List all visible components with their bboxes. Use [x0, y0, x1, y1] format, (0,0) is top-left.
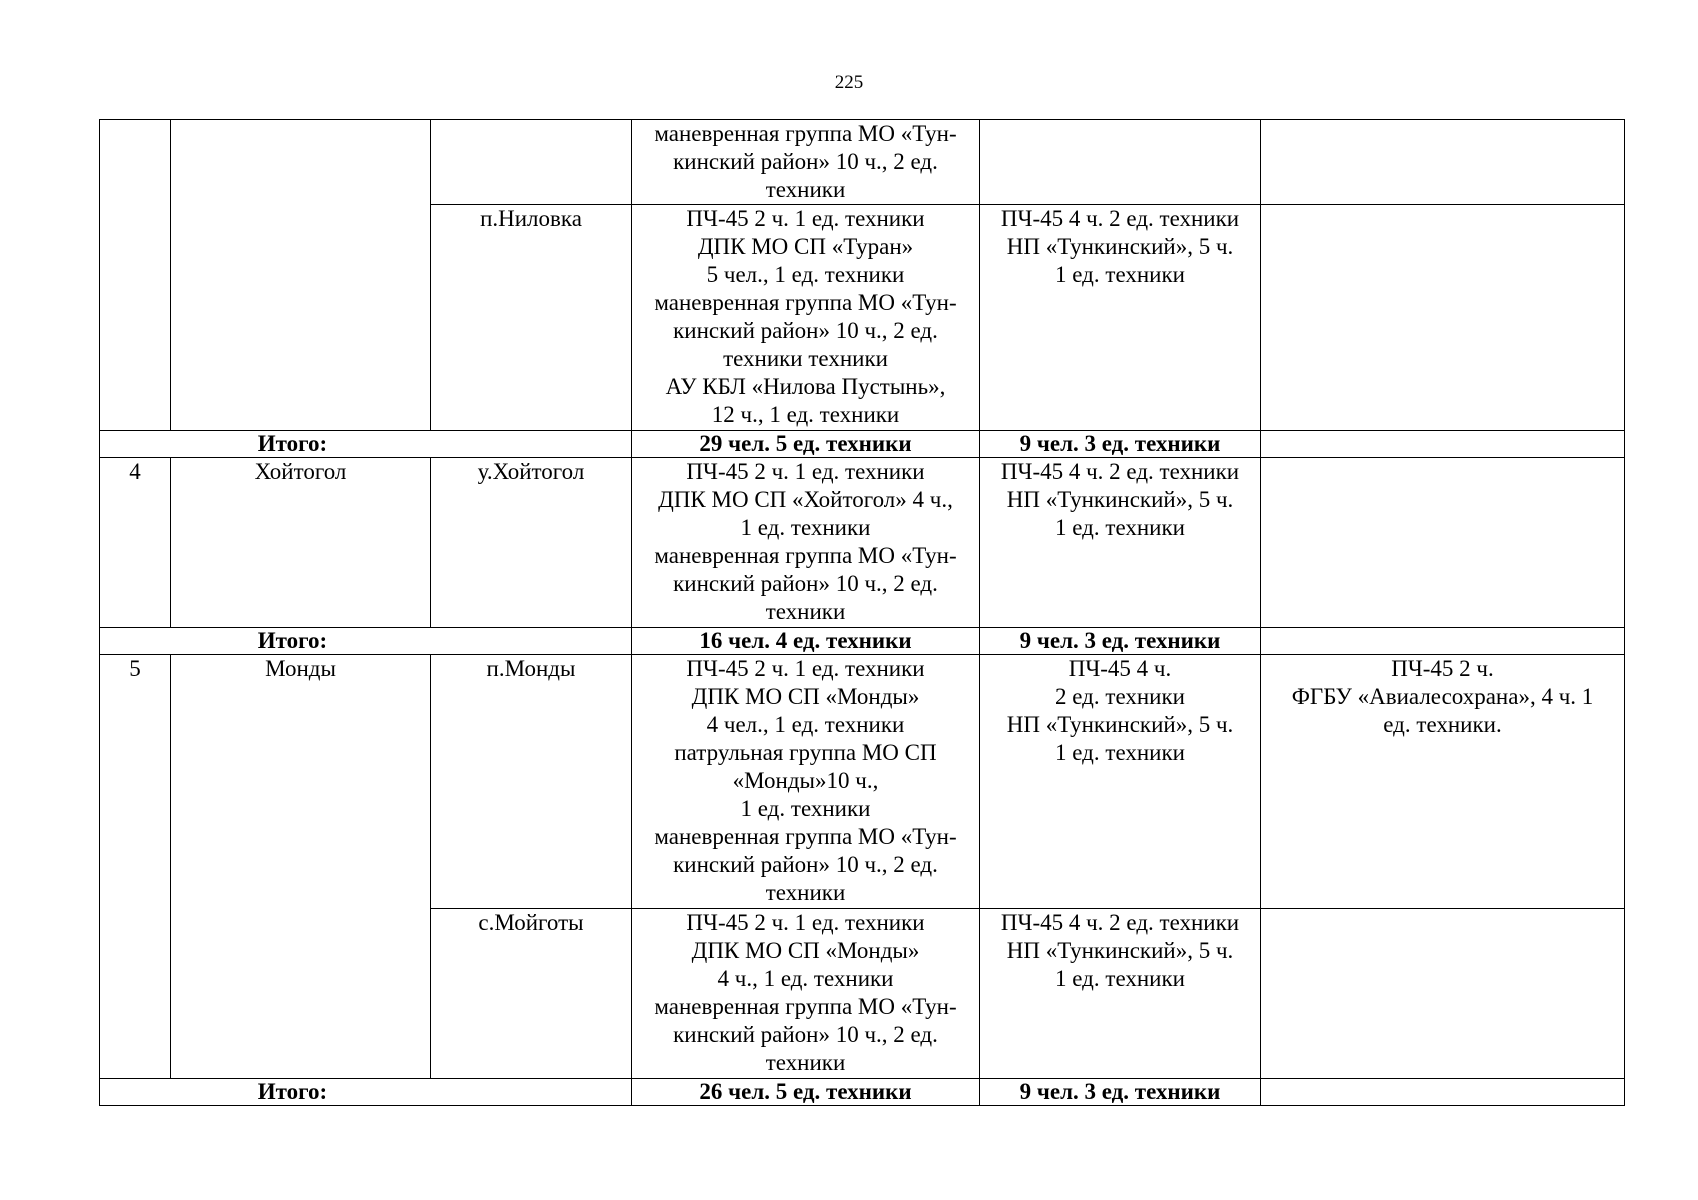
extra-forces-cell	[1261, 909, 1625, 1079]
table-row	[100, 655, 1625, 909]
reserve-total: 9 чел. 3 ед. техники	[980, 1079, 1261, 1106]
table-row	[100, 120, 1625, 205]
total-row	[100, 1079, 1625, 1106]
settlement-cell	[431, 120, 632, 205]
municipality-cell	[171, 120, 431, 431]
extra-forces-cell	[1261, 120, 1625, 205]
settlement-cell: у.Хойтогол	[431, 458, 632, 628]
number-cell	[100, 120, 171, 431]
reserve-cell: ПЧ-45 4 ч. 2 ед. техники НП «Тункинский», 5 ч. 1 ед. техники	[980, 458, 1261, 628]
settlement-cell: п.Ниловка	[431, 205, 632, 431]
forces-table	[99, 119, 1625, 1106]
number-cell: 5	[100, 655, 171, 1079]
forces-cell: ПЧ-45 2 ч. 1 ед. техники ДПК МО СП «Монды» 4 ч., 1 ед. техники маневренная группа МО «Тун- кинский район» 10 ч., 2 ед. техники	[632, 909, 980, 1079]
reserve-cell	[980, 120, 1261, 205]
total-row	[100, 431, 1625, 458]
settlement-cell: п.Монды	[431, 655, 632, 909]
extra-total	[1261, 1079, 1625, 1106]
table-row	[100, 458, 1625, 628]
page-number: 225	[834, 72, 864, 93]
number-cell: 4	[100, 458, 171, 628]
reserve-cell: ПЧ-45 4 ч. 2 ед. техники НП «Тункинский», 5 ч. 1 ед. техники	[980, 205, 1261, 431]
total-label: Итого:	[100, 431, 632, 458]
extra-forces-cell	[1261, 205, 1625, 431]
forces-total: 16 чел. 4 ед. техники	[632, 628, 980, 655]
total-row	[100, 628, 1625, 655]
municipality-cell: Монды	[171, 655, 431, 1079]
forces-cell: ПЧ-45 2 ч. 1 ед. техники ДПК МО СП «Хойтогол» 4 ч., 1 ед. техники маневренная группа МО «Тун- кинский район» 10 ч., 2 ед. техники	[632, 458, 980, 628]
extra-forces-cell	[1261, 458, 1625, 628]
settlement-cell: с.Мойготы	[431, 909, 632, 1079]
reserve-cell: ПЧ-45 4 ч. 2 ед. техники НП «Тункинский», 5 ч. 1 ед. техники	[980, 909, 1261, 1079]
forces-total: 26 чел. 5 ед. техники	[632, 1079, 980, 1106]
forces-cell: ПЧ-45 2 ч. 1 ед. техники ДПК МО СП «Туран» 5 чел., 1 ед. техники маневренная группа МО «Тун- кинский район» 10 ч., 2 ед. техники техники АУ КБЛ «Нилова Пустынь», 12 ч., 1 ед. техники	[632, 205, 980, 431]
reserve-total: 9 чел. 3 ед. техники	[980, 628, 1261, 655]
total-label: Итого:	[100, 628, 632, 655]
forces-cell: маневренная группа МО «Тун- кинский район» 10 ч., 2 ед. техники	[632, 120, 980, 205]
extra-total	[1261, 431, 1625, 458]
extra-total	[1261, 628, 1625, 655]
forces-cell: ПЧ-45 2 ч. 1 ед. техники ДПК МО СП «Монды» 4 чел., 1 ед. техники патрульная группа МО СП «Монды»10 ч., 1 ед. техники маневренная группа МО «Тун- кинский район» 10 ч., 2 ед. техники	[632, 655, 980, 909]
total-label: Итого:	[100, 1079, 632, 1106]
municipality-cell: Хойтогол	[171, 458, 431, 628]
extra-forces-cell: ПЧ-45 2 ч. ФГБУ «Авиалесохрана», 4 ч. 1 ед. техники.	[1261, 655, 1625, 909]
forces-total: 29 чел. 5 ед. техники	[632, 431, 980, 458]
reserve-cell: ПЧ-45 4 ч. 2 ед. техники НП «Тункинский», 5 ч. 1 ед. техники	[980, 655, 1261, 909]
reserve-total: 9 чел. 3 ед. техники	[980, 431, 1261, 458]
